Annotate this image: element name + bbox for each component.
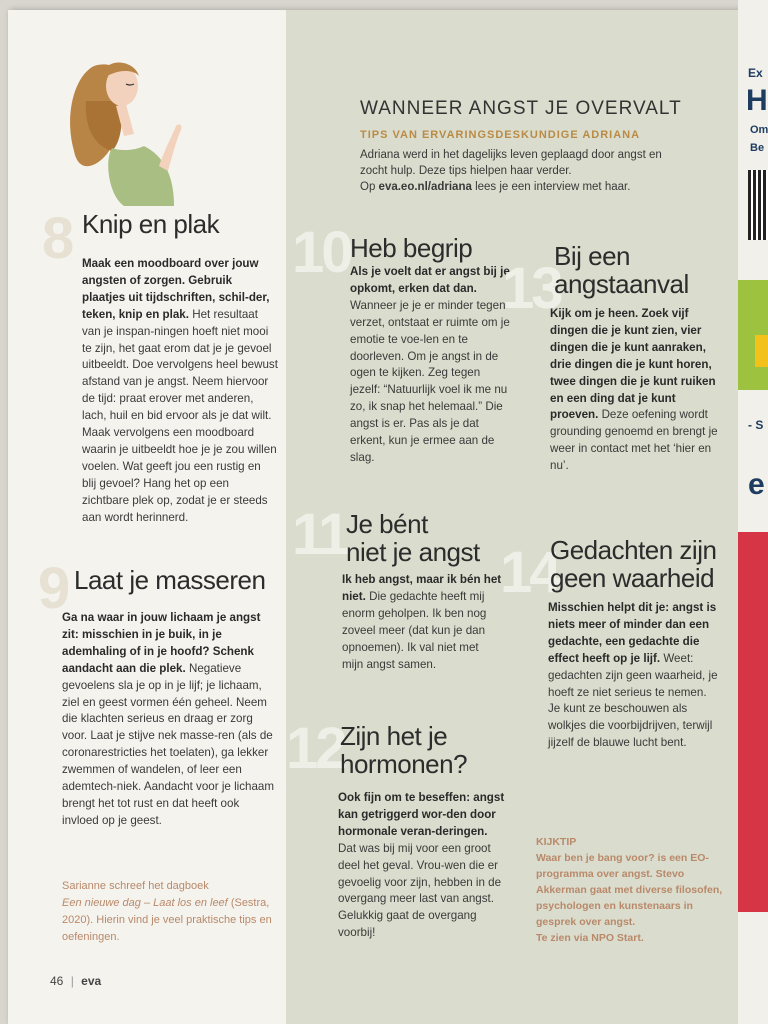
kijktip-label: KIJKTIP bbox=[536, 836, 577, 848]
next-page-fragment-1: Ex bbox=[748, 66, 763, 80]
section-body-11: Die gedachte heeft mij enorm geholpen. Ik ben nog zoveel meer (dat kun je dan opnoemen). Ik val niet met mijn angst samen. bbox=[342, 589, 487, 671]
section-title-11-line1: Je bént bbox=[346, 509, 428, 539]
section-title-12-line1: Zijn het je bbox=[340, 721, 448, 751]
section-title-14-line2: geen waarheid bbox=[550, 563, 715, 593]
section-number-11: 11 bbox=[292, 502, 348, 567]
section-number-9: 9 bbox=[38, 556, 68, 621]
intro-link-prefix: Op bbox=[360, 181, 379, 193]
section-title-8: Knip en plak bbox=[82, 209, 220, 239]
section-title-11 bbox=[346, 510, 480, 566]
section-number-12: 12 bbox=[286, 716, 345, 781]
section-body-13: Deze oefening wordt grounding genoemd en brengt je weer in contact met het ‘hier en nu’. bbox=[550, 408, 718, 473]
next-page-fragment-2: H bbox=[746, 84, 768, 117]
article-intro bbox=[360, 147, 690, 195]
section-lead-8: Maak een moodboard over jouw angsten of zorgen. Gebruik plaatjes uit tijdschriften, schil-der, teken, knip en plak. bbox=[82, 257, 270, 321]
kijktip-box bbox=[536, 834, 726, 946]
section-text-12 bbox=[338, 790, 506, 942]
magazine-page bbox=[8, 10, 743, 1024]
section-body-8: Het resultaat van je inspan-ningen hoeft niet mooi te zijn, het gaat erom dat je je gevoel uitbeeldt. Doe vervolgens heel bewust afstand van je angst. Neem hiervoor de tijd: praat erover met anderen, lach, huil en bid ervoor als je dat wilt. Maak vervolgens een moodboard waarin je uitbeeldt hoe je je zou willen voelen. Wat geeft jou een rustig en blij gevoel? Hang het op een zichtbare plek op, zodat je er steeds aan wordt herinnerd. bbox=[82, 307, 278, 524]
section-text-14 bbox=[548, 600, 720, 752]
kijktip-text: Waar ben je bang voor? is een EO-programma over angst. Stevo Akkerman gaat met diverse filosofen, psychologen en kunstenaars in gesprek over angst. bbox=[536, 852, 723, 928]
woman-illustration bbox=[64, 56, 194, 206]
section-number-8: 8 bbox=[42, 206, 72, 271]
section-text-11 bbox=[342, 572, 502, 673]
section-text-10 bbox=[350, 264, 510, 467]
section-text-8 bbox=[82, 256, 278, 527]
section-text-13 bbox=[550, 306, 718, 475]
section-lead-9: Ga na waar in jouw lichaam je angst zit: misschien in je buik, in je ademhaling of in je hoofd? Schenk aandacht aan die plek. bbox=[62, 611, 261, 675]
next-page-fragment-4: Be bbox=[750, 142, 765, 154]
magazine-brand: eva bbox=[81, 974, 102, 988]
qr-code-icon bbox=[748, 170, 768, 240]
section-number-14: 14 bbox=[500, 540, 559, 605]
book-note-rest: (Sestra, 2020). Hierin vind je veel praktische tips en oefeningen. bbox=[62, 897, 272, 943]
book-note bbox=[62, 878, 276, 946]
section-title-9: Laat je masseren bbox=[74, 565, 266, 595]
next-page-fragment-6: e bbox=[748, 468, 765, 501]
section-lead-12: Ook fijn om te beseffen: angst kan getriggerd wor-den door hormonale veran-deringen. bbox=[338, 791, 505, 838]
section-title-13-line1: Bij een bbox=[554, 241, 630, 271]
intro-link[interactable]: eva.eo.nl/adriana bbox=[378, 181, 472, 193]
section-body-9: Negatieve gevoelens sla je op in je lijf; je lichaam, ziel en geest vormen één geheel. Neem die klachten serieus en draag er zorg voor. Laat je stijve nek masse-ren (als de coronarestricties het toelaten), ga lekker zwemmen of wandelen, of leer een ademtech-niek. Aandacht voor je lichaam brengt het tot rust en dat heeft ook invloed op je geest. bbox=[62, 661, 275, 827]
next-page-fragment-5: - S bbox=[748, 418, 764, 432]
book-note-line1: Sarianne schreef het dagboek bbox=[62, 880, 209, 892]
section-body-14: Weet: gedachten zijn geen waarheid, je hoeft ze niet serieus te nemen. Je kunt ze beschouwen als wolkjes die voorbijdrijven, terwijl jijzelf de blauwe lucht bent. bbox=[548, 651, 718, 750]
article-title: WANNEER ANGST JE OVERVALT bbox=[360, 98, 682, 119]
page-number: 46 bbox=[50, 974, 64, 988]
section-number-10: 10 bbox=[292, 220, 351, 285]
section-lead-11: Ik heb angst, maar ik bén het niet. bbox=[342, 573, 502, 603]
section-body-10: Wanneer je je er minder tegen verzet, ontstaat er ruimte om je emotie te voe-len en te doorleven. Om je angst in de ogen te kijken. Zeg tegen jezelf: “Natuurlijk voel ik me nu zo, ik snap het helemaal.” Die angst is er. Pas als je dat erkent, kun je ermee aan de slag. bbox=[350, 298, 510, 464]
next-page-yellow-shape bbox=[755, 335, 768, 367]
section-number-13: 13 bbox=[502, 256, 561, 321]
section-lead-10: Als je voelt dat er angst bij je opkomt, erken dat dan. bbox=[350, 265, 510, 295]
section-lead-13: Kijk om je heen. Zoek vijf dingen die je kunt zien, vier dingen die je kunt aanraken, drie dingen die je kunt horen, twee dingen die je kunt ruiken en een ding dat je kunt proeven. bbox=[550, 307, 716, 422]
section-title-12-line2: hormonen? bbox=[340, 749, 468, 779]
article-subtitle: TIPS VAN ERVARINGSDESKUNDIGE ADRIANA bbox=[360, 129, 641, 141]
section-title-14-line1: Gedachten zijn bbox=[550, 535, 717, 565]
section-lead-14: Misschien helpt dit je: angst is niets meer of minder dan een gedachte, een gedachte die effect heeft op je lijf. bbox=[548, 601, 717, 665]
footer-separator: | bbox=[70, 974, 74, 988]
next-page-fragment-3: Om bbox=[750, 124, 768, 136]
intro-link-suffix: lees je een interview met haar. bbox=[471, 181, 631, 193]
section-title-12 bbox=[340, 722, 467, 778]
page-footer bbox=[50, 974, 101, 988]
kijktip-cta: Te zien via NPO Start. bbox=[536, 932, 644, 944]
book-title: Een nieuwe dag – Laat los en leef bbox=[62, 897, 228, 909]
section-title-10: Heb begrip bbox=[350, 233, 473, 263]
section-title-14 bbox=[550, 536, 716, 592]
section-title-13 bbox=[554, 242, 689, 298]
section-text-9 bbox=[62, 610, 276, 830]
intro-text: Adriana werd in het dagelijks leven geplaagd door angst en zocht hulp. Deze tips hielpen haar verder. bbox=[360, 149, 662, 177]
section-title-11-line2: niet je angst bbox=[346, 537, 480, 567]
section-title-13-line2: angstaanval bbox=[554, 269, 689, 299]
next-page-red-block bbox=[738, 532, 768, 912]
section-body-12: Dat was bij mij voor een groot deel het geval. Vrou-wen die er gevoelig voor zijn, hebben in de overgang meer last van angst. Gelukkig gaat de overgang voorbij! bbox=[338, 841, 502, 940]
